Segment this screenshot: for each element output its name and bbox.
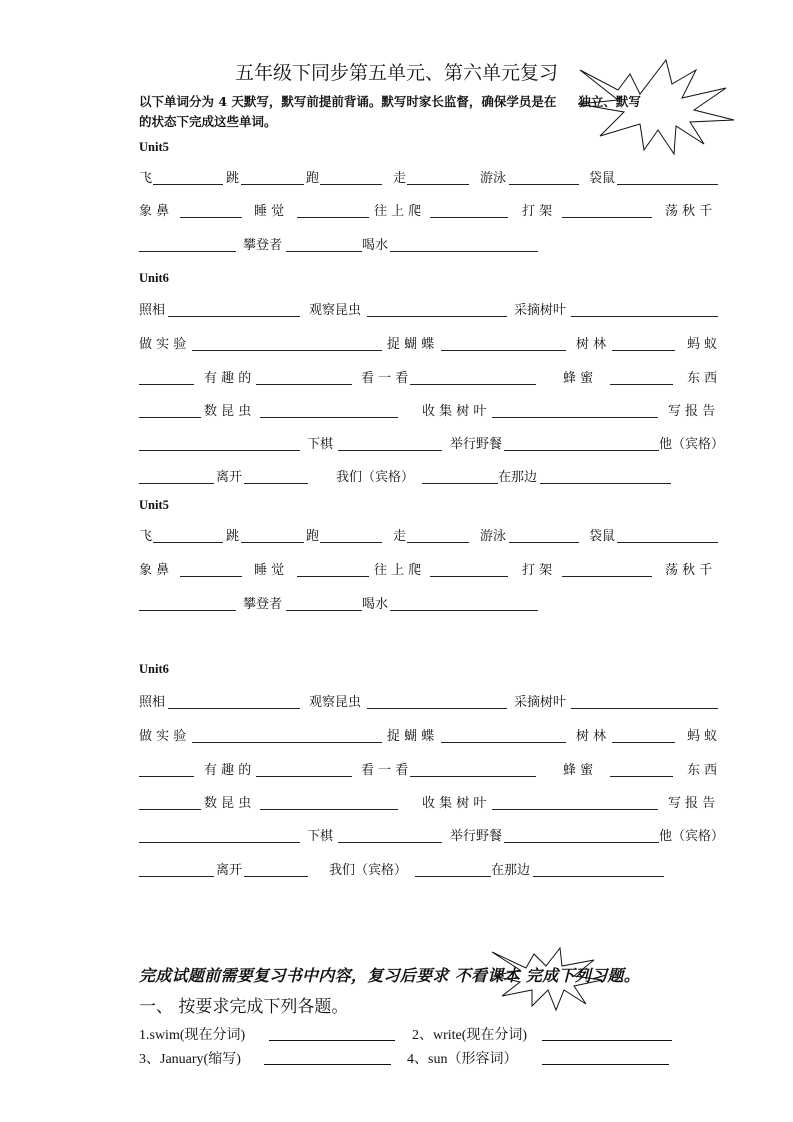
answer-blank[interactable] <box>139 483 214 484</box>
unit-heading: Unit5 <box>139 140 169 154</box>
vocab-word: 跳 <box>226 529 240 544</box>
question-label: 1.swim(现在分词) <box>139 1028 246 1043</box>
review-note-after: 完成下列习题。 <box>525 966 641 985</box>
answer-blank[interactable] <box>139 876 214 877</box>
vocab-word: 采摘树叶 <box>514 303 567 318</box>
vocab-word: 蜂 蜜 <box>563 371 594 386</box>
answer-blank[interactable] <box>492 809 658 810</box>
answer-blank[interactable] <box>509 184 579 185</box>
answer-blank[interactable] <box>612 350 675 351</box>
answer-blank[interactable] <box>153 542 223 543</box>
vocab-word: 袋鼠 <box>589 529 616 544</box>
vocab-word: 睡 觉 <box>254 563 285 578</box>
vocab-word: 数 昆 虫 <box>204 796 252 811</box>
answer-blank[interactable] <box>297 576 369 577</box>
answer-blank[interactable] <box>244 483 308 484</box>
vocab-word: 写 报 告 <box>668 796 716 811</box>
vocab-row <box>139 403 718 423</box>
instructions-line2: 的状态下完成这些单词。 <box>139 114 277 129</box>
vocab-word: 飞 <box>139 171 153 186</box>
review-note-highlight: 不看课本 <box>454 966 520 985</box>
vocab-word: 东 西 <box>687 763 718 778</box>
vocab-word: 打 架 <box>522 204 553 219</box>
answer-blank[interactable] <box>610 776 673 777</box>
vocab-word: 往 上 爬 <box>374 563 422 578</box>
question-label: 4、sun（形容词） <box>407 1052 518 1067</box>
vocab-word: 捉 蝴 蝶 <box>387 729 435 744</box>
vocab-word: 游泳 <box>480 529 507 544</box>
vocab-word: 收 集 树 叶 <box>422 796 487 811</box>
answer-blank[interactable] <box>533 876 664 877</box>
vocab-row <box>139 795 718 815</box>
answer-blank[interactable] <box>192 742 382 743</box>
answer-blank[interactable] <box>410 384 536 385</box>
vocab-word: 有 趣 的 <box>204 371 252 386</box>
vocab-word: 举行野餐 <box>450 437 503 452</box>
vocab-row <box>139 170 718 190</box>
vocab-word: 照相 <box>139 695 166 710</box>
answer-blank[interactable] <box>244 876 308 877</box>
answer-blank[interactable] <box>139 417 201 418</box>
answer-blank[interactable] <box>422 483 498 484</box>
vocab-word: 看 一 看 <box>361 371 409 386</box>
vocab-row <box>139 370 718 390</box>
answer-line[interactable] <box>542 1064 669 1065</box>
answer-blank[interactable] <box>540 483 671 484</box>
vocab-row <box>139 436 725 456</box>
vocab-word: 做 实 验 <box>139 337 187 352</box>
answer-blank[interactable] <box>260 809 398 810</box>
answer-blank[interactable] <box>139 610 236 611</box>
vocab-word: 在那边 <box>491 863 531 878</box>
exercise-heading: 一、 按要求完成下列各题。 <box>139 997 349 1017</box>
vocab-word: 喝水 <box>362 597 389 612</box>
vocab-word: 树 林 <box>576 337 607 352</box>
answer-blank[interactable] <box>180 576 242 577</box>
instructions-highlight: 独立、默写 <box>578 94 641 109</box>
answer-blank[interactable] <box>390 610 538 611</box>
answer-blank[interactable] <box>504 450 659 451</box>
vocab-word: 离开 <box>216 470 243 485</box>
answer-blank[interactable] <box>367 708 507 709</box>
vocab-word: 树 林 <box>576 729 607 744</box>
vocab-row <box>139 469 718 489</box>
answer-blank[interactable] <box>562 217 652 218</box>
vocab-word: 看 一 看 <box>361 763 409 778</box>
answer-blank[interactable] <box>430 217 508 218</box>
answer-line[interactable] <box>264 1064 391 1065</box>
vocab-word: 打 架 <box>522 563 553 578</box>
answer-blank[interactable] <box>168 316 300 317</box>
question-label: 3、January(缩写) <box>139 1052 241 1067</box>
answer-blank[interactable] <box>504 842 659 843</box>
answer-blank[interactable] <box>571 708 718 709</box>
vocab-word: 跑 <box>306 529 320 544</box>
answer-blank[interactable] <box>241 542 304 543</box>
vocab-row <box>139 694 718 714</box>
unit-heading: Unit6 <box>139 662 169 676</box>
vocab-word: 下棋 <box>307 437 334 452</box>
answer-line[interactable] <box>269 1040 395 1041</box>
vocab-row <box>139 203 718 223</box>
answer-blank[interactable] <box>407 184 469 185</box>
vocab-word: 下棋 <box>307 829 334 844</box>
review-note-before: 完成试题前需要复习书中内容，复习后要求 <box>139 966 449 985</box>
answer-blank[interactable] <box>492 417 658 418</box>
question-label: 2、write(现在分词) <box>412 1028 528 1043</box>
vocab-row <box>139 828 725 848</box>
vocab-word: 举行野餐 <box>450 829 503 844</box>
vocab-row <box>139 762 718 782</box>
answer-blank[interactable] <box>410 776 536 777</box>
vocab-word: 离开 <box>216 863 243 878</box>
answer-blank[interactable] <box>241 184 304 185</box>
answer-blank[interactable] <box>139 809 201 810</box>
vocab-word: 睡 觉 <box>254 204 285 219</box>
unit-heading: Unit6 <box>139 271 169 285</box>
vocab-row <box>139 862 718 882</box>
answer-blank[interactable] <box>139 384 194 385</box>
answer-line[interactable] <box>542 1040 672 1041</box>
vocab-word: 收 集 树 叶 <box>422 404 487 419</box>
vocab-word: 荡 秋 千 <box>665 563 713 578</box>
vocab-word: 有 趣 的 <box>204 763 252 778</box>
instructions-line1: 以下单词分为 4 天默写，默写前提前背诵。默写时家长监督，确保学员是在 <box>139 94 557 109</box>
answer-blank[interactable] <box>617 542 718 543</box>
vocab-word: 观察昆虫 <box>309 303 362 318</box>
answer-blank[interactable] <box>180 217 242 218</box>
vocab-word: 攀登者 <box>243 597 283 612</box>
vocab-word: 袋鼠 <box>589 171 616 186</box>
answer-blank[interactable] <box>571 316 718 317</box>
vocab-row <box>139 728 718 748</box>
answer-blank[interactable] <box>139 251 236 252</box>
answer-blank[interactable] <box>168 708 300 709</box>
vocab-word: 写 报 告 <box>668 404 716 419</box>
answer-blank[interactable] <box>338 450 442 451</box>
vocab-word: 蚂 蚁 <box>687 337 718 352</box>
vocab-word: 跳 <box>226 171 240 186</box>
vocab-word: 游泳 <box>480 171 507 186</box>
vocab-word: 我们（宾格） <box>329 863 408 878</box>
vocab-row <box>139 302 718 322</box>
vocab-word: 象 鼻 <box>139 563 170 578</box>
answer-blank[interactable] <box>509 542 579 543</box>
vocab-word: 象 鼻 <box>139 204 170 219</box>
vocab-word: 观察昆虫 <box>309 695 362 710</box>
answer-blank[interactable] <box>430 576 508 577</box>
vocab-word: 照相 <box>139 303 166 318</box>
vocab-row <box>139 237 718 257</box>
answer-blank[interactable] <box>139 842 300 843</box>
answer-blank[interactable] <box>153 184 223 185</box>
vocab-word: 我们（宾格） <box>336 470 415 485</box>
answer-blank[interactable] <box>256 776 352 777</box>
vocab-word: 走 <box>393 171 407 186</box>
answer-blank[interactable] <box>610 384 673 385</box>
answer-blank[interactable] <box>297 217 369 218</box>
page-title: 五年级下同步第五单元、第六单元复习 <box>234 62 558 84</box>
starburst-icon <box>490 946 610 1012</box>
answer-blank[interactable] <box>256 384 352 385</box>
unit-heading: Unit5 <box>139 498 169 512</box>
vocab-word: 在那边 <box>498 470 538 485</box>
vocab-word: 往 上 爬 <box>374 204 422 219</box>
vocab-word: 捉 蝴 蝶 <box>387 337 435 352</box>
answer-blank[interactable] <box>286 251 362 252</box>
vocab-word: 东 西 <box>687 371 718 386</box>
answer-blank[interactable] <box>139 776 194 777</box>
answer-blank[interactable] <box>338 842 442 843</box>
answer-blank[interactable] <box>407 542 469 543</box>
vocab-word: 做 实 验 <box>139 729 187 744</box>
vocab-word: 飞 <box>139 529 153 544</box>
answer-blank[interactable] <box>415 876 491 877</box>
vocab-word: 他（宾格） <box>659 437 725 452</box>
answer-blank[interactable] <box>260 417 398 418</box>
vocab-word: 数 昆 虫 <box>204 404 252 419</box>
vocab-row <box>139 596 718 616</box>
answer-blank[interactable] <box>139 450 300 451</box>
vocab-word: 荡 秋 千 <box>665 204 713 219</box>
answer-blank[interactable] <box>562 576 652 577</box>
vocab-word: 攀登者 <box>243 238 283 253</box>
answer-blank[interactable] <box>320 184 382 185</box>
vocab-row <box>139 336 718 356</box>
vocab-row <box>139 528 718 548</box>
vocab-word: 蜂 蜜 <box>563 763 594 778</box>
vocab-word: 喝水 <box>362 238 389 253</box>
answer-blank[interactable] <box>441 350 566 351</box>
answer-blank[interactable] <box>192 350 382 351</box>
vocab-word: 走 <box>393 529 407 544</box>
vocab-row <box>139 562 718 582</box>
answer-blank[interactable] <box>367 316 507 317</box>
instructions <box>139 92 739 132</box>
answer-blank[interactable] <box>617 184 718 185</box>
vocab-word: 蚂 蚁 <box>687 729 718 744</box>
vocab-word: 采摘树叶 <box>514 695 567 710</box>
vocab-word: 他（宾格） <box>659 829 725 844</box>
answer-blank[interactable] <box>441 742 566 743</box>
answer-blank[interactable] <box>320 542 382 543</box>
answer-blank[interactable] <box>390 251 538 252</box>
vocab-word: 跑 <box>306 171 320 186</box>
answer-blank[interactable] <box>286 610 362 611</box>
answer-blank[interactable] <box>612 742 675 743</box>
